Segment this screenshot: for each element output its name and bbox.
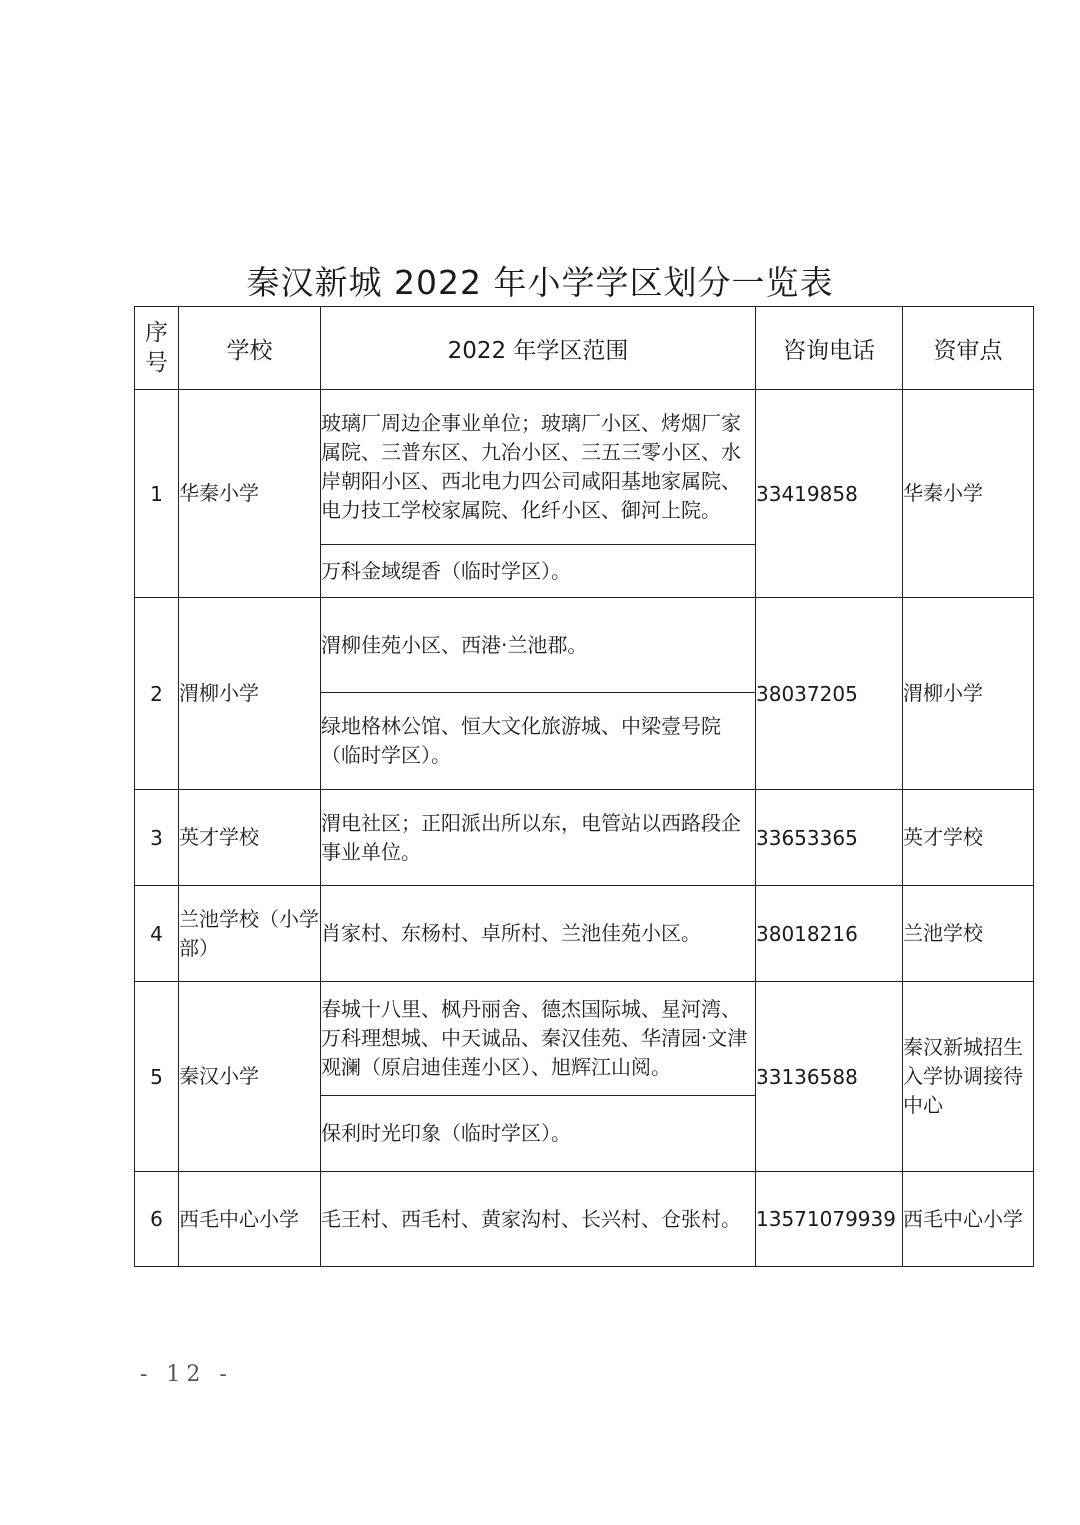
school-name: 渭柳小学	[179, 598, 321, 790]
table-row	[135, 390, 1034, 545]
header-phone: 咨询电话	[756, 307, 903, 390]
header-serial-line2: 号	[145, 350, 168, 376]
district-range: 渭柳佳苑小区、西港·兰池郡。	[321, 598, 756, 693]
row-number: 4	[135, 886, 179, 982]
table-row	[135, 1172, 1034, 1267]
row-number: 2	[135, 598, 179, 790]
header-district-range: 2022 年学区范围	[321, 307, 756, 390]
header-school: 学校	[179, 307, 321, 390]
table-header-row	[135, 307, 1034, 390]
district-range-temporary: 绿地格林公馆、恒大文化旅游城、中梁壹号院（临时学区）。	[321, 693, 756, 790]
contact-phone: 33653365	[756, 790, 903, 886]
contact-phone: 33136588	[756, 982, 903, 1172]
verification-point: 兰池学校	[903, 886, 1034, 982]
page-number: - 12 -	[140, 1362, 233, 1387]
verification-point: 英才学校	[903, 790, 1034, 886]
school-name: 英才学校	[179, 790, 321, 886]
header-serial-line1: 序	[145, 320, 168, 346]
row-number: 5	[135, 982, 179, 1172]
table-row	[135, 598, 1034, 693]
district-range: 渭电社区；正阳派出所以东，电管站以西路段企事业单位。	[321, 790, 756, 886]
district-range-temporary: 保利时光印象（临时学区）。	[321, 1096, 756, 1172]
school-name: 兰池学校（小学部）	[179, 886, 321, 982]
district-range: 毛王村、西毛村、黄家沟村、长兴村、仓张村。	[321, 1172, 756, 1267]
school-name: 西毛中心小学	[179, 1172, 321, 1267]
contact-phone: 33419858	[756, 390, 903, 598]
contact-phone: 38037205	[756, 598, 903, 790]
header-serial-number	[135, 307, 179, 390]
header-verification-point: 资审点	[903, 307, 1034, 390]
verification-point: 秦汉新城招生入学协调接待中心	[903, 982, 1034, 1172]
table-row	[135, 790, 1034, 886]
row-number: 6	[135, 1172, 179, 1267]
district-range: 玻璃厂周边企事业单位；玻璃厂小区、烤烟厂家属院、三普东区、九冶小区、三五三零小区、水岸朝阳小区、西北电力四公司咸阳基地家属院、电力技工学校家属院、化纤小区、御河上院。	[321, 390, 756, 545]
district-range-temporary: 万科金域缇香（临时学区）。	[321, 545, 756, 598]
contact-phone: 38018216	[756, 886, 903, 982]
contact-phone: 13571079939	[756, 1172, 903, 1267]
page-title: 秦汉新城 2022 年小学学区划分一览表	[246, 263, 834, 302]
row-number: 1	[135, 390, 179, 598]
verification-point: 华秦小学	[903, 390, 1034, 598]
district-range: 肖家村、东杨村、卓所村、兰池佳苑小区。	[321, 886, 756, 982]
verification-point: 西毛中心小学	[903, 1172, 1034, 1267]
verification-point: 渭柳小学	[903, 598, 1034, 790]
district-range: 春城十八里、枫丹丽舍、德杰国际城、星河湾、万科理想城、中天诚品、秦汉佳苑、华清园·文津观澜（原启迪佳莲小区）、旭辉江山阅。	[321, 982, 756, 1096]
school-name: 秦汉小学	[179, 982, 321, 1172]
school-name: 华秦小学	[179, 390, 321, 598]
school-district-table	[134, 306, 1034, 1267]
table-row	[135, 886, 1034, 982]
row-number: 3	[135, 790, 179, 886]
table-row	[135, 982, 1034, 1096]
